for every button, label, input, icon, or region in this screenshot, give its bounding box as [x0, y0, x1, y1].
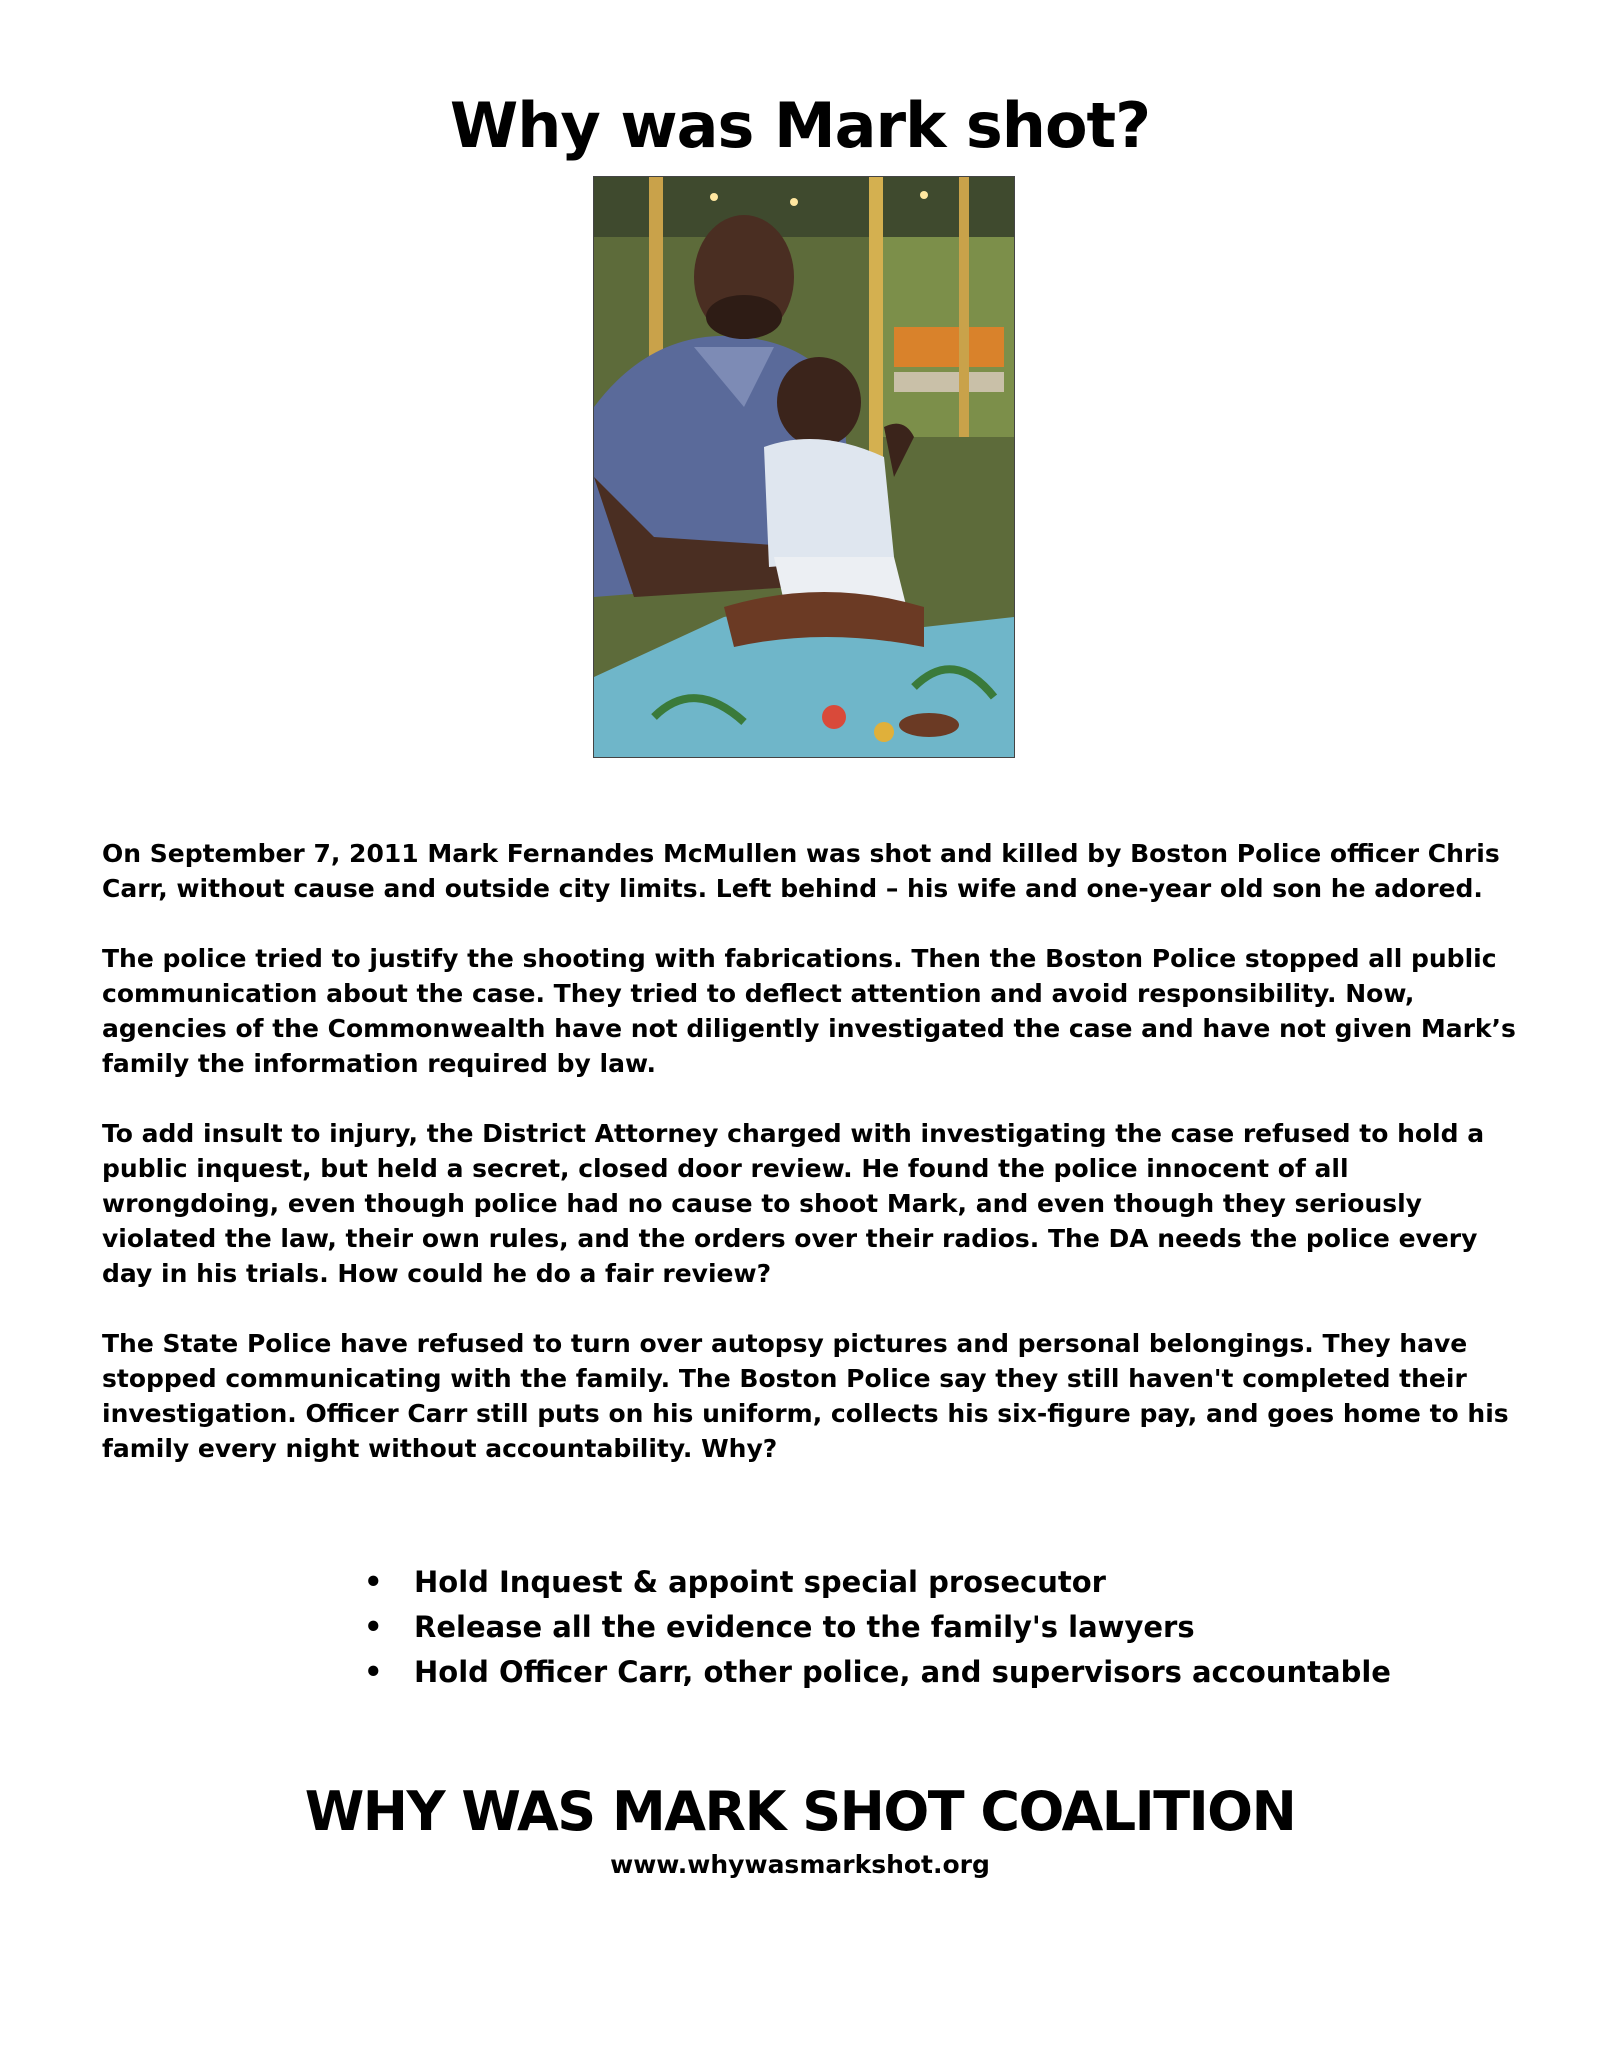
paragraph-police-response: The police tried to justify the shooting with fabrications. Then the Boston Police stopped all public communication about the case. They tried to deflect attention and avoid responsibility. Now, agencies of the Commonwealth have not diligently investigated the case and have not given Mark’s family the information required by law. [102, 944, 1516, 1078]
demand-text: Hold Officer Carr, other police, and supervisors accountable [414, 1655, 1391, 1689]
page-title: Why was Mark shot? [449, 89, 1151, 162]
photo-illustration [594, 177, 1014, 757]
paragraph-incident: On September 7, 2011 Mark Fernandes McMullen was shot and killed by Boston Police officer Chris Carr, without cause and outside city limits. Left behind – his wife and one-year old son he adored. [102, 839, 1500, 903]
list-item [350, 1650, 1500, 1695]
website-url: www.whywasmarkshot.org [610, 1850, 990, 1879]
demand-text: Release all the evidence to the family's lawyers [414, 1610, 1195, 1644]
family-photo [593, 176, 1015, 758]
demand-text: Hold Inquest & appoint special prosecutor [414, 1565, 1106, 1599]
paragraph-state-police: The State Police have refused to turn over autopsy pictures and personal belongings. They have stopped communicating with the family. The Boston Police say they still haven't completed their investigation. Officer Carr still puts on his uniform, collects his six-figure pay, and goes home to his family every night without accountability. Why? [102, 1329, 1509, 1463]
demands-list [350, 1560, 1500, 1695]
paragraph-district-attorney: To add insult to injury, the District Attorney charged with investigating the case refused to hold a public inquest, but held a secret, closed door review. He found the police innocent of all wrongdoing, even though police had no cause to shoot Mark, and even though they seriously violated the law, their own rules, and the orders over their radios. The DA needs the police every day in his trials. How could he do a fair review? [102, 1119, 1485, 1288]
bullet-icon: • [364, 1655, 383, 1689]
list-item [350, 1605, 1500, 1650]
body-text [102, 836, 1522, 1501]
bullet-icon: • [364, 1610, 383, 1644]
bullet-icon: • [364, 1565, 383, 1599]
coalition-name: WHY WAS MARK SHOT COALITION [304, 1780, 1296, 1843]
list-item [350, 1560, 1500, 1605]
